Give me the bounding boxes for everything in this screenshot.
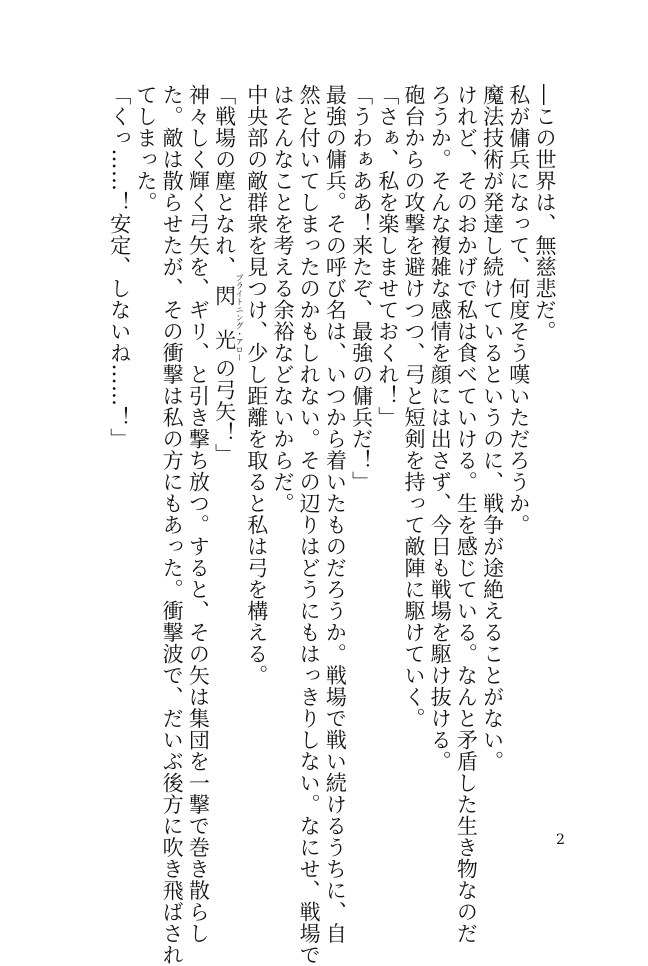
ruby-annotation xyxy=(212,273,245,362)
ruby-reading: ブライトニング・アロー xyxy=(235,273,245,362)
ruby-line-before: 「戦場の塵となれ、 xyxy=(212,84,237,278)
text-line: 然と付いてしまったのかもしれない。その辺りはどうにもはっきりしない。なにせ、戦場で xyxy=(297,84,322,966)
text-line: てしまった。 xyxy=(133,84,158,213)
text-line: た。敵は散らせたが、その衝撃は私の方にもあった。衝撃波で、だいぶ後方に吹き飛ばされ xyxy=(160,84,185,966)
text-line: 神々しく輝く弓矢を、ギリ、と引き撃ち放つ。すると、その矢は集団を一撃で巻き散らし xyxy=(186,84,211,944)
ruby-base: 閃光 xyxy=(212,273,237,362)
ruby-line-after: の弓矢！」 xyxy=(212,357,237,465)
text-line: ろうか。そんな複雑な感情を顔には出さず、今日も戦場を駆け抜ける。 xyxy=(428,84,453,772)
text-line: けれど、そのおかげで私は食べていける。生を感じている。なんと矛盾した生き物なのだ xyxy=(454,84,479,944)
vertical-text-body xyxy=(107,84,558,966)
text-line: 魔法技術が発達し続けているというのに、戦争が途絶えることがない。 xyxy=(480,84,505,772)
text-line: ―この世界は、無慈悲だ。 xyxy=(533,84,557,342)
text-line-with-ruby xyxy=(211,84,243,804)
text-line: 砲台からの攻撃を避けつつ、弓と短剣を持って敵陣に駆けていく。 xyxy=(401,84,426,729)
text-line: はそんなことを考える余裕などないからだ。 xyxy=(270,84,295,514)
text-line: 中央部の敵群衆を見つけ、少し距離を取ると私は弓を構える。 xyxy=(244,84,269,686)
text-line: 最強の傭兵。その呼び名は、いつから着いたものだろうか。戦場で戦い続けるうちに、自 xyxy=(323,84,348,944)
text-line: 「さぁ、私を楽しませておくれ！」 xyxy=(375,84,400,428)
text-line: 私が傭兵になって、何度そう嘆いただろうか。 xyxy=(506,84,531,536)
text-line: 「くっ……！安定、しないね……！」 xyxy=(107,84,132,450)
text-line: 「うわぁああ！来たぞ、最強の傭兵だ！」 xyxy=(349,84,374,493)
page-number: 2 xyxy=(556,832,565,848)
